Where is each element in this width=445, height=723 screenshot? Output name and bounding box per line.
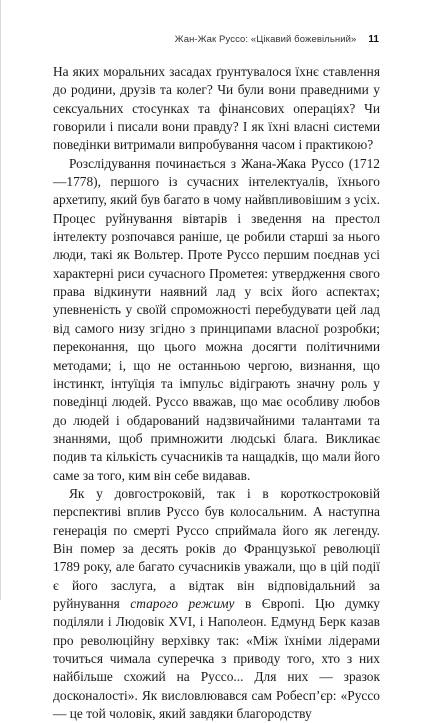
paragraph-3-after: в Європі. Цю думку поділяли і Людовік XVI, і Наполеон. Едмунд Берк казав про революційну верхівку так: «Між їхніми лідерами точиться чимала суперечка з приводу того, хто з них найбільше схожий на Руссо... Для них — зразок досконалості». Як висловлювався сам Робесп’єр: «Руссо — це той чоловік, який завдяки благородству (53, 595, 380, 722)
paragraph-3 (53, 485, 380, 723)
page-number: 11 (368, 34, 379, 45)
paragraph-3-before: Як у довгостроковій, так і в короткостроковій перспективі вплив Руссо був колосальним. А наступна генерація по смерті Руссо сприймала його як легенду. Він помер за десять років до Французької революції 1789 року, але багато сучасників уважали, що в цій події є його заслуга, а відтак він відповідальний за руйнування (53, 485, 380, 611)
running-header (53, 34, 379, 45)
paragraph-2: Розслідування починається з Жана-Жака Руссо (1712—1778), першого із сучасних інтелектуалів, їхнього архетипу, який був багато в чому найвпливовішим з усіх. Процес руйнування вівтарів і зведення на престол інтелекту розпочався раніше, це робили старші за нього люди, такі як Вольтер. Проте Руссо першим поєднав усі характерні риси сучасного Прометея: утвердження свого права відкинути наявний лад у всіх його аспектах; упевненість у своїй спроможності перебудувати цей лад від самого низу згідно з принципами власної розробки; переконання, що цього можна досягти політичними методами; і, що не останньою чергою, визнання, що інстинкт, інтуїція та імпульс відіграють значну роль у поведінці людей. Руссо вважав, що має особливу любов до людей і обдарований надзвичайними талантами та знаннями, щоб примножити людські блага. Викликає подив та кількість сучасників та нащадків, що мали його саме за того, ким він себе видавав. (53, 155, 380, 483)
paragraph-1: На яких моральних засадах ґрунтувалося їхнє ставлення до родини, друзів та колег? Чи були вони праведними у сексуальних стосунках та фінансових операціях? Чи говорили і писали вони правду? І як їхні власні системи поведінки витримали випробування часом і практикою? (53, 64, 380, 153)
italic-phrase: старого режиму (130, 595, 235, 611)
body-text (53, 63, 380, 723)
running-title: Жан-Жак Руссо: «Цікавий божевільний» (174, 34, 357, 45)
